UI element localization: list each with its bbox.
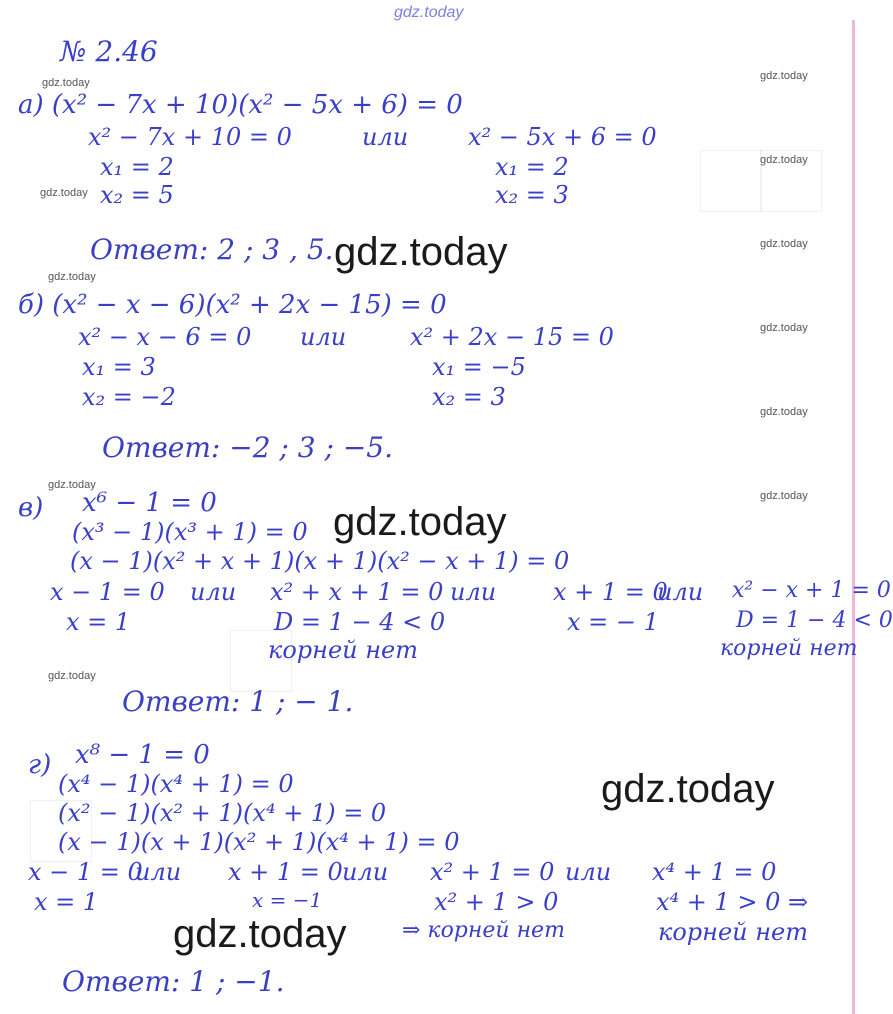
part-v-equation: x⁶ − 1 = 0 [82, 488, 217, 518]
part-v-case1: x − 1 = 0 [50, 578, 165, 606]
part-b-right-x2: x₂ = 3 [432, 383, 506, 411]
part-v-no-roots-2: корней нет [268, 636, 419, 664]
watermark-small: gdz.today [760, 238, 808, 250]
part-g-or2: или [342, 858, 389, 886]
watermark-big: gdz.today [601, 767, 775, 811]
watermark-small: gdz.today [48, 670, 96, 682]
part-v-result1: x = 1 [66, 608, 131, 636]
part-a-left-equation: x² − 7x + 10 = 0 [88, 123, 292, 151]
part-g-result1: x = 1 [34, 888, 99, 916]
part-b-right-equation: x² + 2x − 15 = 0 [410, 323, 614, 351]
part-g-case4: x⁴ + 1 = 0 [652, 858, 777, 886]
watermark-small: gdz.today [760, 490, 808, 502]
part-v-label: в) [18, 493, 44, 523]
part-v-answer: Ответ: 1 ; − 1. [122, 685, 354, 718]
part-v-result2: D = 1 − 4 < 0 [274, 608, 446, 636]
watermark-small: gdz.today [760, 322, 808, 334]
part-v-result3: x = − 1 [567, 608, 659, 636]
part-g-result4: x⁴ + 1 > 0 ⇒ [656, 888, 809, 916]
part-g-no-roots-3: ⇒ корней нет [402, 918, 565, 943]
part-a-or: или [362, 123, 409, 151]
part-a-left-x1: x₁ = 2 [100, 153, 174, 181]
part-a-left-x2: x₂ = 5 [100, 181, 174, 209]
watermark-small: gdz.today [42, 77, 90, 89]
part-v-case4: x² − x + 1 = 0 [732, 578, 891, 603]
part-b-left-equation: x² − x − 6 = 0 [78, 323, 252, 351]
part-a-answer: Ответ: 2 ; 3 , 5. [90, 233, 334, 266]
watermark-small: gdz.today [48, 479, 96, 491]
part-v-or1: или [190, 578, 237, 606]
watermark-small: gdz.today [760, 154, 808, 166]
part-v-result4: D = 1 − 4 < 0 [736, 608, 893, 633]
part-g-result2: x = −1 [252, 888, 323, 912]
watermark-small: gdz.today [760, 406, 808, 418]
margin-line [852, 20, 855, 1014]
part-g-answer: Ответ: 1 ; −1. [62, 965, 285, 998]
part-b-right-x1: x₁ = −5 [432, 353, 526, 381]
part-v-case2: x² + x + 1 = 0 [270, 578, 444, 606]
part-b-or: или [300, 323, 347, 351]
part-g-label: г) [28, 750, 52, 780]
part-a-right-equation: x² − 5x + 6 = 0 [468, 123, 657, 151]
part-v-step1: (x³ − 1)(x³ + 1) = 0 [72, 518, 308, 546]
part-v-step2: (x − 1)(x² + x + 1)(x + 1)(x² − x + 1) = 0 [70, 547, 570, 575]
part-g-case3: x² + 1 = 0 [430, 858, 555, 886]
watermark-big: gdz.today [333, 500, 507, 544]
part-b-left-x1: x₁ = 3 [82, 353, 156, 381]
part-g-equation: x⁸ − 1 = 0 [75, 740, 210, 770]
part-v-no-roots-4: корней нет [720, 636, 858, 661]
part-v-or3: или [657, 578, 704, 606]
part-b-answer: Ответ: −2 ; 3 ; −5. [102, 431, 393, 464]
watermark-small: gdz.today [40, 187, 88, 199]
part-g-no-roots-4: корней нет [658, 918, 809, 946]
part-v-or2: или [450, 578, 497, 606]
watermark-big: gdz.today [334, 230, 508, 274]
problem-number: № 2.46 [60, 35, 158, 68]
part-g-step3: (x − 1)(x + 1)(x² + 1)(x⁴ + 1) = 0 [58, 828, 460, 856]
watermark-small: gdz.today [48, 271, 96, 283]
grid-fragment [700, 150, 762, 212]
part-g-or1: или [135, 858, 182, 886]
part-a-equation: а) (x² − 7x + 10)(x² − 5x + 6) = 0 [18, 90, 463, 120]
part-g-result3: x² + 1 > 0 [434, 888, 559, 916]
part-g-case2: x + 1 = 0 [228, 858, 343, 886]
watermark-big: gdz.today [173, 912, 347, 956]
part-b-left-x2: x₂ = −2 [82, 383, 176, 411]
part-g-step1: (x⁴ − 1)(x⁴ + 1) = 0 [58, 770, 294, 798]
part-v-case3: x + 1 = 0 [553, 578, 668, 606]
part-b-equation: б) (x² − x − 6)(x² + 2x − 15) = 0 [18, 290, 447, 320]
part-a-right-x2: x₂ = 3 [495, 181, 569, 209]
part-g-or3: или [565, 858, 612, 886]
part-a-right-x1: x₁ = 2 [495, 153, 569, 181]
part-g-step2: (x² − 1)(x² + 1)(x⁴ + 1) = 0 [58, 799, 387, 827]
watermark-small: gdz.today [760, 70, 808, 82]
part-g-case1: x − 1 = 0 [28, 858, 143, 886]
watermark-top: gdz.today [394, 4, 464, 21]
